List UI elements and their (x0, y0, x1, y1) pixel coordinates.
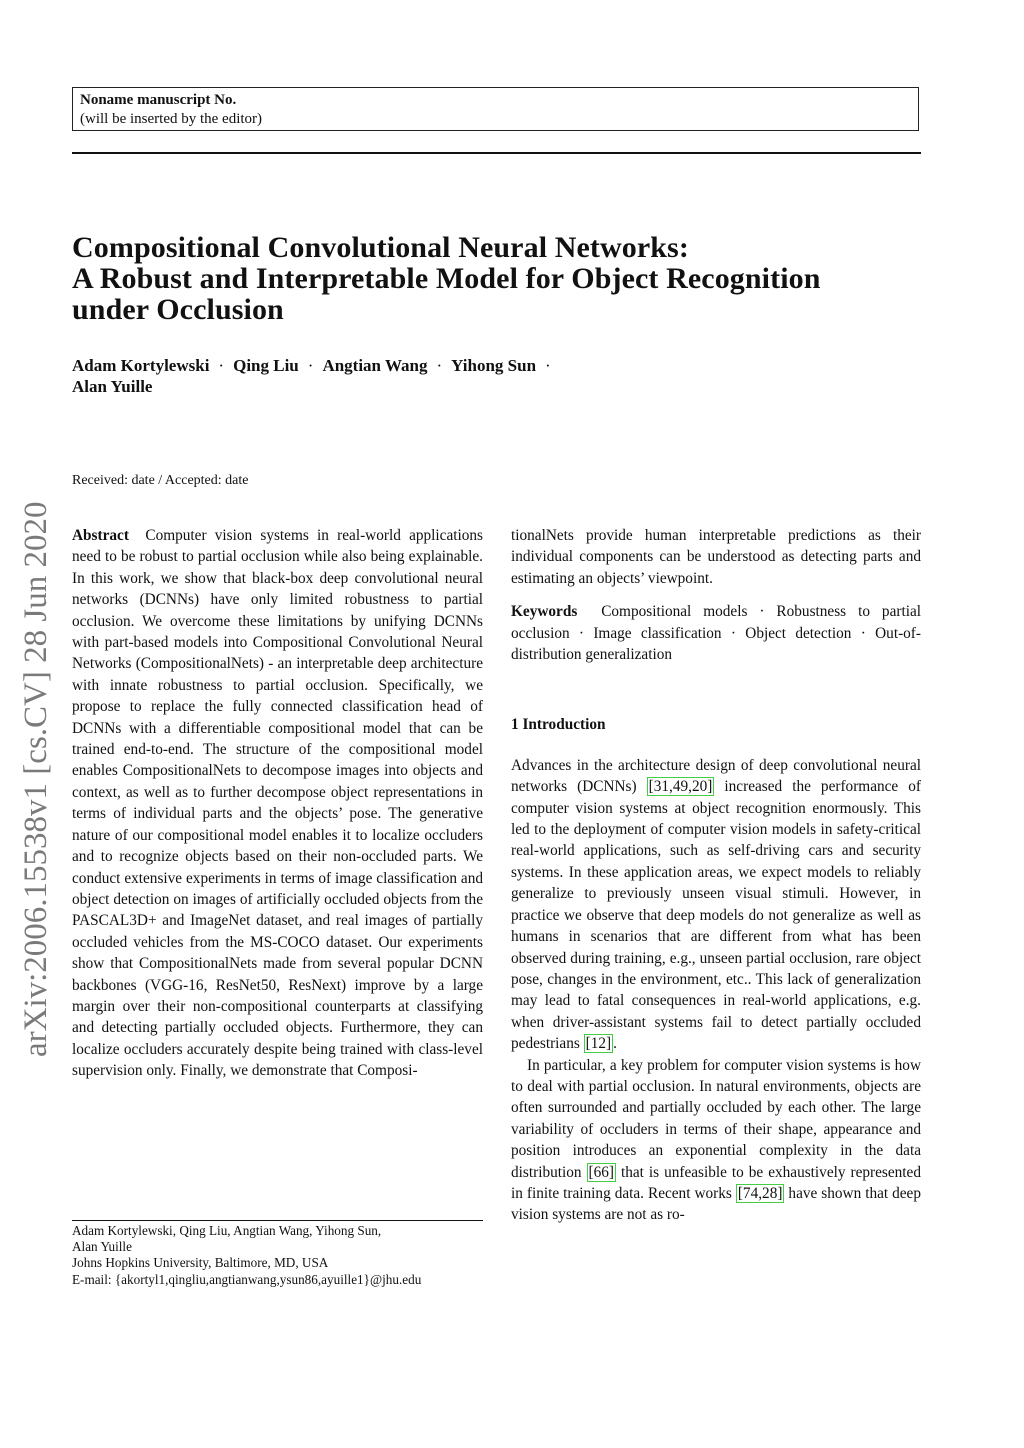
keywords-label: Keywords (511, 603, 578, 621)
intro-text: increased the performance of computer vision systems at object recognition enormously. This led to the deployment of computer vision models in safety-critical real-world applications, such as self-driving cars and security systems. In these application areas, we expect models to reliably generalize to previously unseen visual stimuli. However, in practice we observe that deep models do not generalize as well as humans in scenarios that are different from what has been observed during training, e.g., unseen partial occlusion, rare object pose, changes in the environment, etc.. This lack of generalization may lead to fatal consequences in real-world applications, e.g. when driver-assistant systems fail to detect partially occluded pedestrians (511, 778, 921, 1053)
author-separator: · (545, 356, 551, 375)
author-separator: · (218, 356, 225, 375)
header-rule (72, 152, 921, 154)
author-name: Alan Yuille (72, 377, 153, 396)
footnote-affiliation: Johns Hopkins University, Baltimore, MD, USA (72, 1255, 329, 1271)
author-separator: · (307, 356, 314, 375)
abstract-label: Abstract (72, 527, 129, 544)
section-heading-introduction: 1 Introduction (511, 716, 606, 734)
editor-note: (will be inserted by the editor) (80, 111, 263, 127)
author-footnote (72, 1223, 532, 1288)
author-name: Adam Kortylewski (72, 356, 210, 375)
abstract (72, 525, 483, 1082)
manuscript-label: Noname manuscript No. (80, 92, 237, 108)
paper-title (72, 232, 932, 325)
intro-text: In particular, a key problem for computer vision systems is how to deal with partial occlusion. In natural environments, objects are often surrounded and partially occluded by each other. The large variability of occluders in terms of their shape, appearance and position introduces an exponential complexity in the data distribution (511, 1056, 921, 1181)
footnote-email: E-mail: {akortyl1,qingliu,angtianwang,ysun86,ayuille1}@jhu.edu (72, 1271, 422, 1287)
abstract-continuation: tionalNets provide human interpretable predictions as their individual components can be understood as detecting parts and estimating an objects’ viewpoint. (511, 527, 921, 587)
citation-link[interactable]: [12] (585, 1035, 612, 1053)
citation-link[interactable]: [66] (588, 1163, 615, 1181)
right-column (511, 525, 921, 1226)
author-name: Angtian Wang (322, 356, 428, 375)
manuscript-header-box (72, 87, 919, 131)
author-list (72, 355, 932, 397)
author-separator: · (436, 356, 443, 375)
footnote-rule (72, 1220, 483, 1221)
left-column (72, 525, 483, 1082)
intro-paragraph-1 (511, 755, 921, 1055)
author-name: Yihong Sun (451, 356, 537, 375)
arxiv-stamp: arXiv:2006.15538v1 [cs.CV] 28 Jun 2020 (18, 501, 54, 1057)
keywords (511, 601, 921, 665)
abstract-text: Computer vision systems in real-world applications need to be robust to partial occlusion while also being explainable. In this work, we show that black-box deep convolutional neural networks (DCNNs) have only limited robustness to partial occlusion. We overcome these limitations by unifying DCNNs with part-based models into Compositional Convolutional Neural Networks (CompositionalNets) - an interpretable deep architecture with innate robustness to partial occlusion. Specifically, we propose to replace the fully connected classification head of DCNNs with a differentiable compositional model that can be trained end-to-end. The structure of the compositional model enables CompositionalNets to decompose images into objects and context, as well as to further decompose object representations in terms of individual parts and the objects’ pose. The generative nature of our compositional model enables it to localize occluders and to recognize objects based on their non-occluded parts. We conduct extensive experiments in terms of image classification and object detection on images of artificially occluded objects from the PASCAL3D+ and ImageNet dataset, and real images of partially occluded vehicles from the MS-COCO dataset. Our experiments show that CompositionalNets made from several popular DCNN backbones (VGG-16, ResNet50, ResNext) improve by a large margin over their non-compositional counterparts at classifying and detecting partially occluded objects. Furthermore, they can localize occluders accurately despite being trained with class-level supervision only. Finally, we demonstrate that Composi- (72, 527, 483, 1080)
intro-text: Advances in the architecture design of deep convolutional neural networks (DCNNs) (511, 756, 921, 796)
intro-paragraph-2 (511, 1055, 921, 1226)
footnote-names: Adam Kortylewski, Qing Liu, Angtian Wang, Yihong Sun, (72, 1223, 382, 1238)
intro-text: . (613, 1035, 617, 1053)
title-line: under Occlusion (72, 293, 284, 326)
citation-link[interactable]: [74,28] (737, 1184, 783, 1202)
intro-text: have shown that deep vision systems are not as ro- (511, 1184, 922, 1224)
author-name: Qing Liu (233, 356, 299, 375)
citation-link[interactable]: [31,49,20] (648, 778, 713, 796)
keywords-text: Compositional models · Robustness to partial occlusion · Image classification · Object detection · Out-of-distribution generalization (511, 603, 921, 664)
footnote-names: Alan Yuille (72, 1239, 132, 1255)
intro-text: that is unfeasible to be exhaustively represented in finite training data. Recent works (511, 1163, 921, 1202)
title-line: Compositional Convolutional Neural Networks: (72, 231, 689, 264)
title-line: A Robust and Interpretable Model for Object Recognition (72, 262, 821, 295)
received-date: Received: date / Accepted: date (72, 473, 249, 488)
